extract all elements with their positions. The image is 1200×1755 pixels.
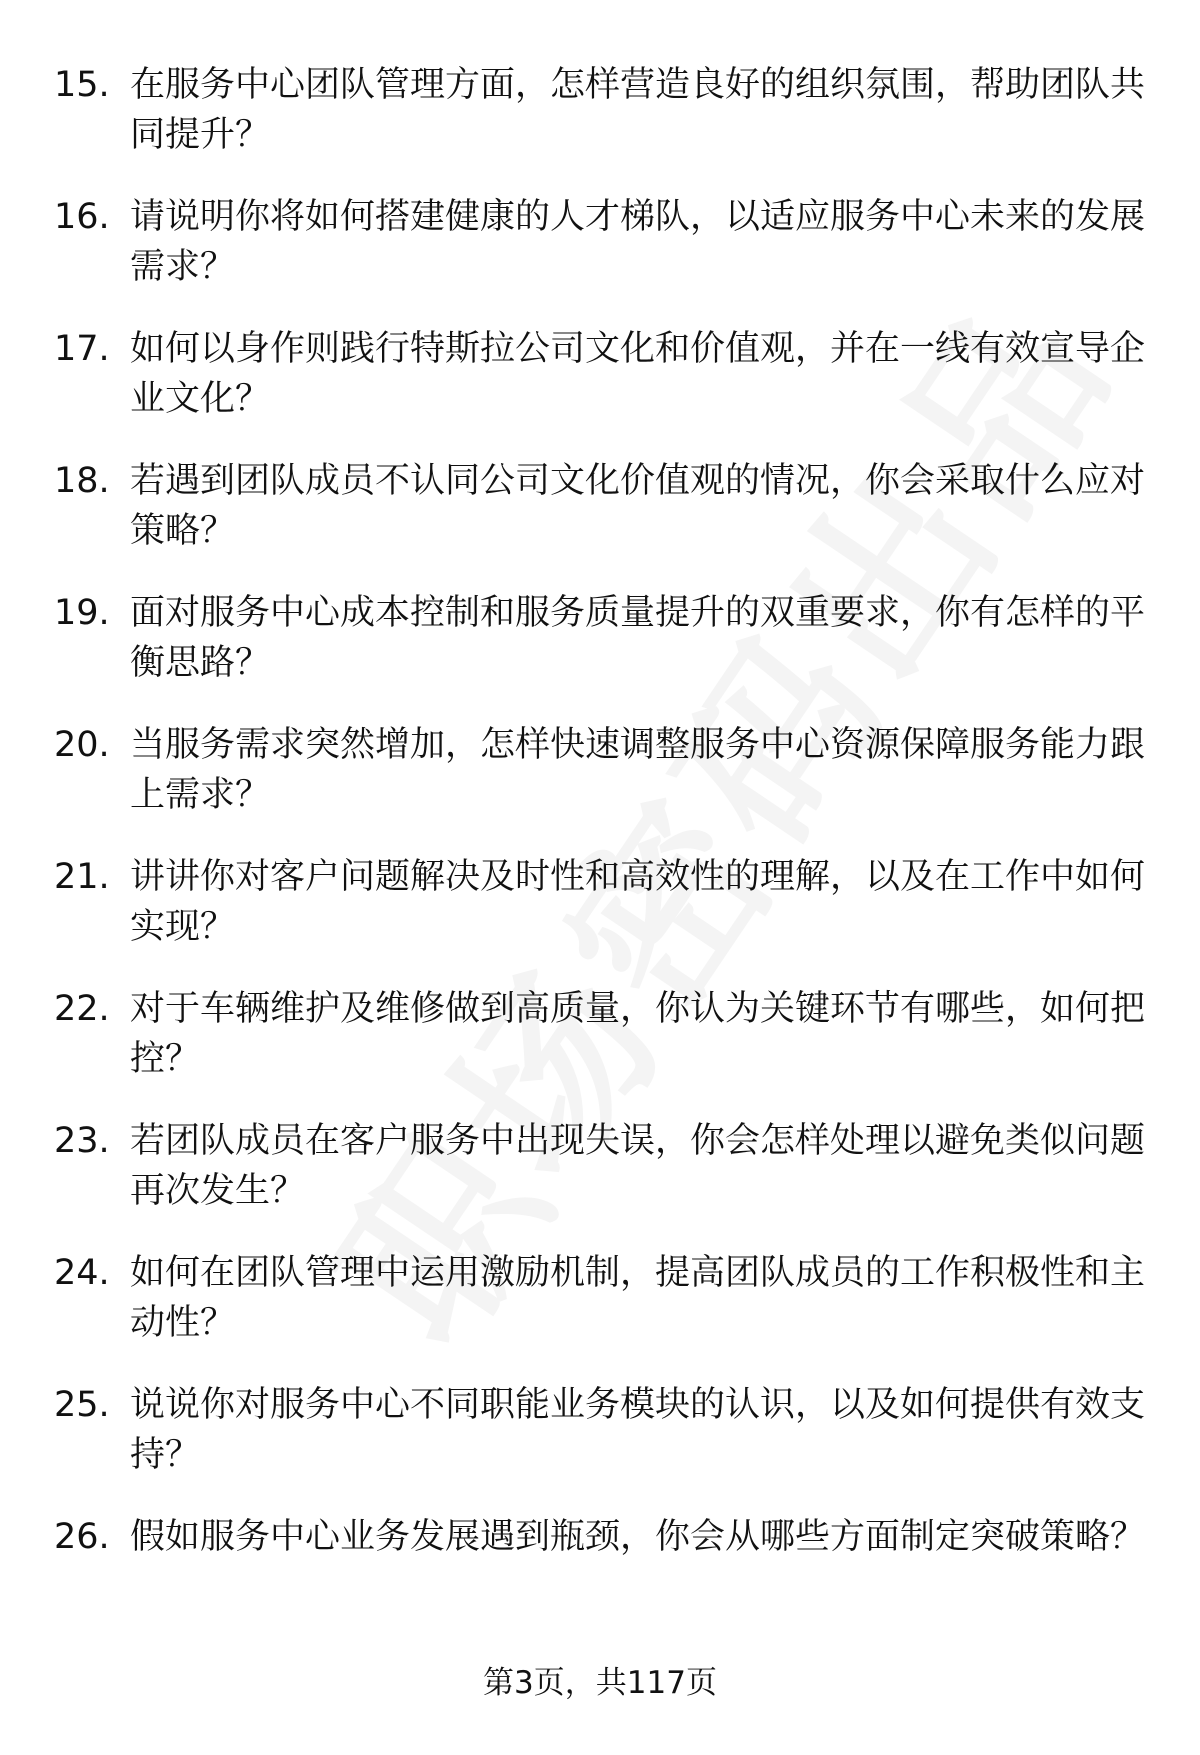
question-text: 若遇到团队成员不认同公司文化价值观的情况，你会采取什么应对策略？ [130, 461, 1146, 551]
question-text: 如何在团队管理中运用激励机制，提高团队成员的工作积极性和主动性？ [130, 1253, 1146, 1343]
question-number: 19. [54, 593, 110, 633]
question-number: 17. [54, 329, 110, 369]
question-number: 21. [54, 857, 110, 897]
question-number: 18. [54, 461, 110, 501]
question-text: 假如服务中心业务发展遇到瓶颈，你会从哪些方面制定突破策略？ [130, 1517, 1146, 1557]
question-number: 25. [54, 1385, 110, 1425]
question-text: 当服务需求突然增加，怎样快速调整服务中心资源保障服务能力跟上需求？ [130, 725, 1146, 815]
question-item [0, 1248, 1200, 1380]
question-number: 26. [54, 1517, 110, 1557]
question-item [0, 1512, 1200, 1644]
question-text: 讲讲你对客户问题解决及时性和高效性的理解，以及在工作中如何实现？ [130, 857, 1146, 947]
question-item [0, 852, 1200, 984]
question-item [0, 984, 1200, 1116]
question-item [0, 60, 1200, 192]
question-number: 22. [54, 989, 110, 1029]
question-number: 24. [54, 1253, 110, 1293]
question-text: 请说明你将如何搭建健康的人才梯队，以适应服务中心未来的发展需求？ [130, 197, 1146, 287]
question-text: 说说你对服务中心不同职能业务模块的认识，以及如何提供有效支持？ [130, 1385, 1146, 1475]
question-text: 若团队成员在客户服务中出现失误，你会怎样处理以避免类似问题再次发生？ [130, 1121, 1146, 1211]
question-item [0, 192, 1200, 324]
question-text: 对于车辆维护及维修做到高质量，你认为关键环节有哪些，如何把控？ [130, 989, 1146, 1079]
question-number: 15. [54, 65, 110, 105]
question-number: 16. [54, 197, 110, 237]
question-text: 在服务中心团队管理方面，怎样营造良好的组织氛围，帮助团队共同提升？ [130, 65, 1146, 155]
question-number: 20. [54, 725, 110, 765]
page-footer: 第3页，共117页 [483, 1665, 717, 1701]
question-list [0, 60, 1200, 1644]
question-text: 面对服务中心成本控制和服务质量提升的双重要求，你有怎样的平衡思路？ [130, 593, 1146, 683]
question-text: 如何以身作则践行特斯拉公司文化和价值观，并在一线有效宣导企业文化？ [130, 329, 1146, 419]
question-item [0, 456, 1200, 588]
question-item [0, 1380, 1200, 1512]
question-item [0, 324, 1200, 456]
question-item [0, 588, 1200, 720]
question-number: 23. [54, 1121, 110, 1161]
question-item [0, 720, 1200, 852]
question-item [0, 1116, 1200, 1248]
